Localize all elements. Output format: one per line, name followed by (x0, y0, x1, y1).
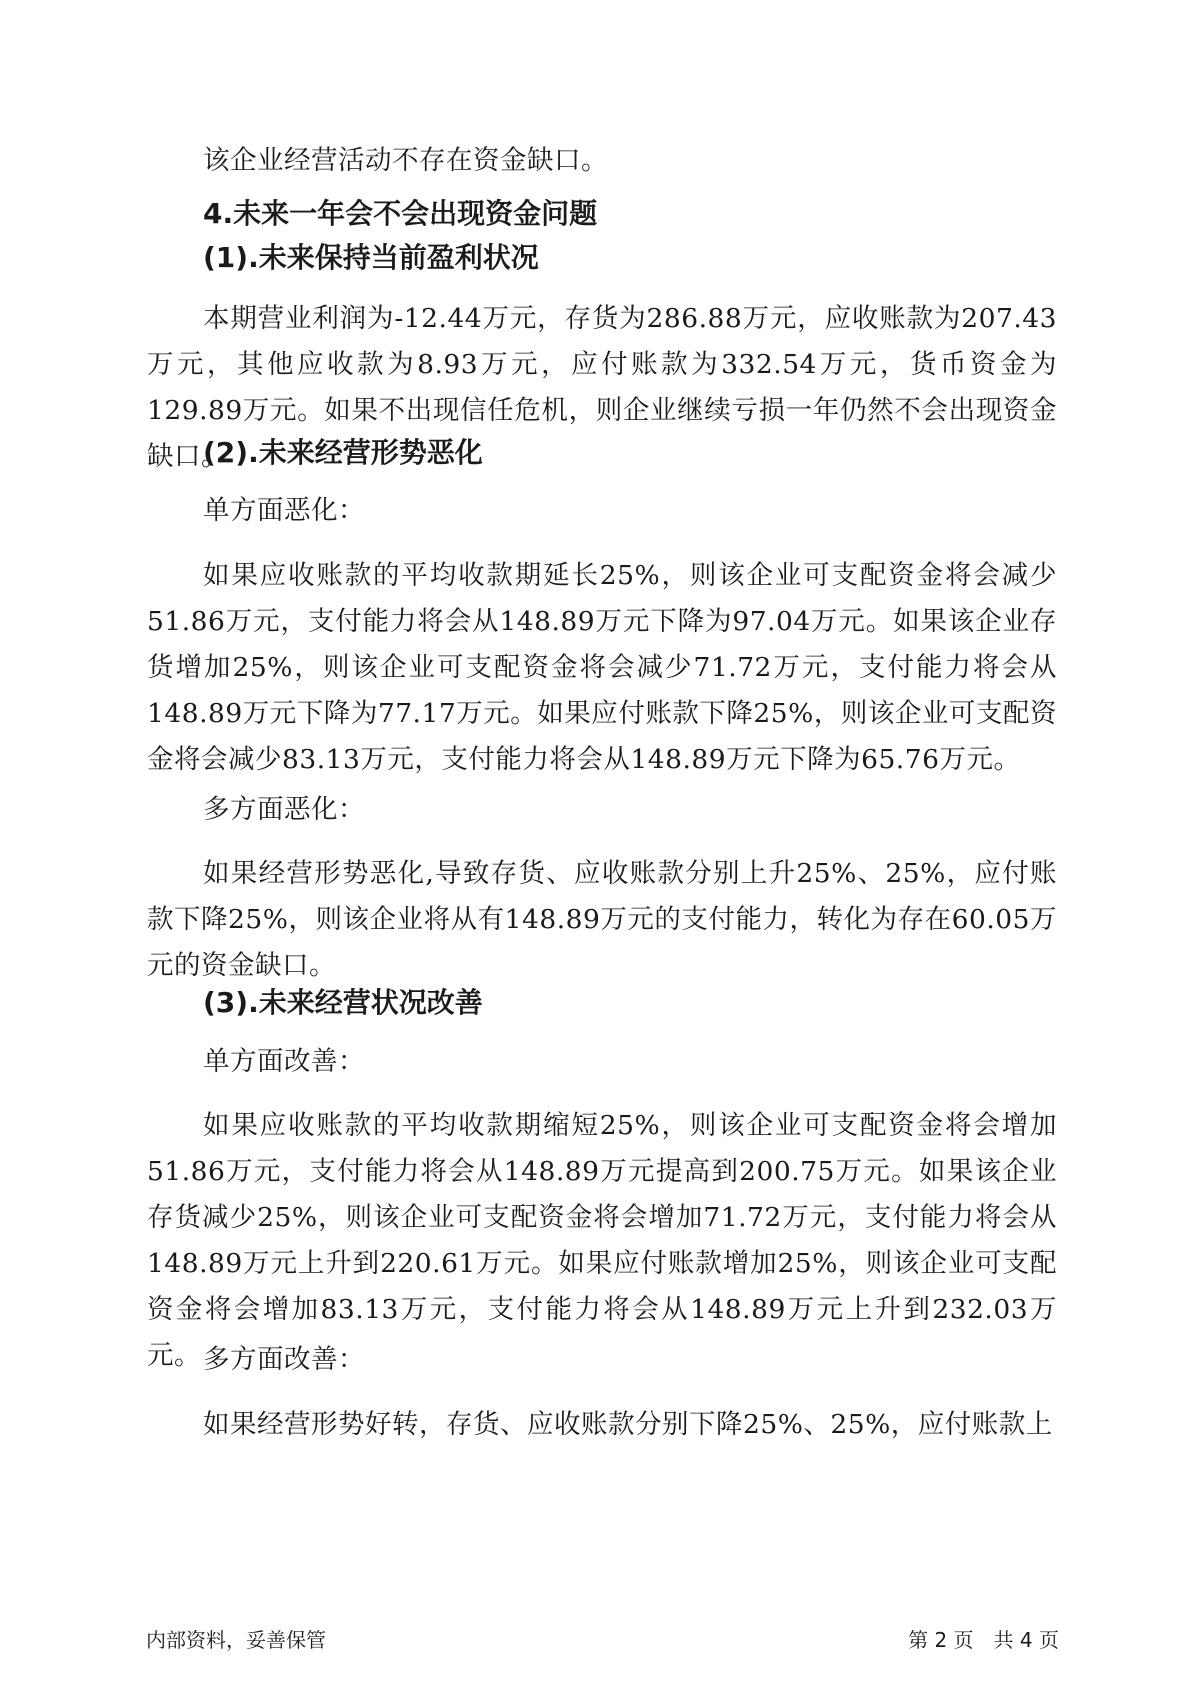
subsection-1-heading: (1).未来保持当前盈利状况 (203, 241, 539, 274)
multi-improve-label: 多方面改善： (203, 1344, 365, 1375)
single-worsen-paragraph: 如果应收账款的平均收款期延长25%，则该企业可支配资金将会减少51.86万元，支付能力将会从148.89万元下降为97.04万元。如果该企业存货增加25%，则该企业可支配资金将会减少71.72万元，支付能力将会从148.89万元下降为77.17万元。如果应付账款下降25%，则该企业可支配资金将会减少83.13万元，支付能力将会从148.89万元下降为65.76万元。 (147, 560, 1057, 775)
multi-worsen-paragraph: 如果经营形势恶化,导致存货、应收账款分别上升25%、25%，应付账款下降25%，则该企业将从有148.89万元的支付能力，转化为存在60.05万元的资金缺口。 (147, 858, 1057, 981)
single-worsen-label: 单方面恶化： (203, 495, 365, 526)
single-improve-label: 单方面改善： (203, 1046, 365, 1077)
subsection-3-heading: (3).未来经营状况改善 (203, 986, 483, 1019)
multi-improve-paragraph: 如果经营形势好转，存货、应收账款分别下降25%、25%，应付账款上 (203, 1409, 1053, 1440)
subsection-1-paragraph: 本期营业利润为-12.44万元，存货为286.88万元，应收账款为207.43万元，其他应收款为8.93万元，应付账款为332.54万元，货币资金为129.89万元。如果不出现信任危机，则企业继续亏损一年仍然不会出现资金缺口。 (147, 303, 1057, 472)
footer-page-number: 第 2 页 共 4 页 (908, 1628, 1059, 1652)
multi-worsen-label: 多方面恶化： (203, 794, 365, 825)
single-improve-paragraph: 如果应收账款的平均收款期缩短25%，则该企业可支配资金将会增加51.86万元，支付能力将会从148.89万元提高到200.75万元。如果该企业存货减少25%，则该企业可支配资金将会增加71.72万元，支付能力将会从148.89万元上升到220.61万元。如果应付账款增加25%，则该企业可支配资金将会增加83.13万元，支付能力将会从148.89万元上升到232.03万元。 (147, 1110, 1057, 1371)
intro-paragraph: 该企业经营活动不存在资金缺口。 (203, 145, 608, 176)
footer-confidential-note: 内部资料，妥善保管 (146, 1628, 326, 1652)
section-4-heading: 4.未来一年会不会出现资金问题 (203, 197, 598, 230)
subsection-2-heading: (2).未来经营形势恶化 (203, 436, 483, 469)
